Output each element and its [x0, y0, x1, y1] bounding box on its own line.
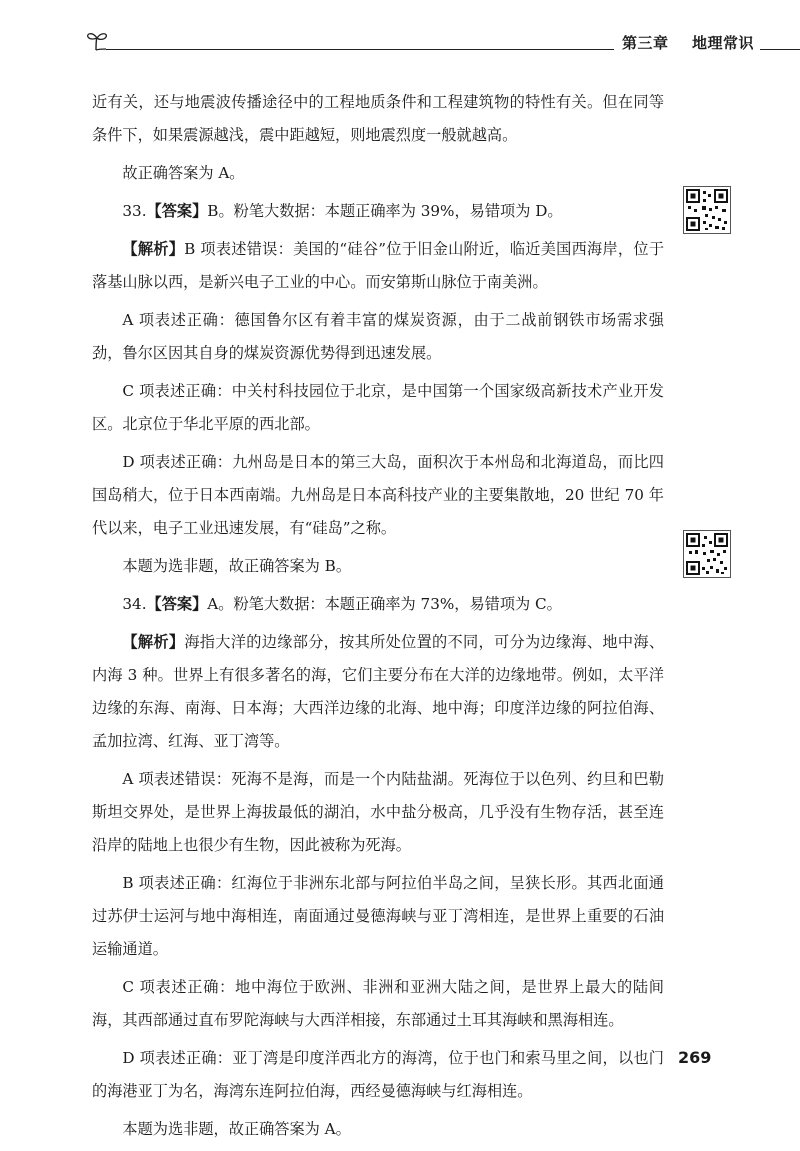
answer-33: 33.【答案】B。粉笔大数据：本题正确率为 39%，易错项为 D。	[122, 202, 563, 220]
paragraph: B 项表述正确：红海位于非洲东北部与阿拉伯半岛之间，呈狭长形。其西北面通过苏伊士运河与地中海相连，南面通过曼德海峡与亚丁湾相连，是世界上重要的石油运输通道。	[92, 874, 664, 958]
paragraph: C 项表述正确：地中海位于欧洲、非洲和亚洲大陆之间，是世界上最大的陆间海，其西部通过直布罗陀海峡与大西洋相接，东部通过土耳其海峡和黑海相连。	[92, 978, 664, 1029]
answer-34: 34.【答案】A。粉笔大数据：本题正确率为 73%，易错项为 C。	[122, 595, 562, 613]
answer-explanations	[92, 86, 664, 1151]
paragraph: 本题为选非题，故正确答案为 B。	[122, 557, 352, 575]
answer-label: 【答案】	[146, 202, 208, 220]
page-header	[84, 28, 770, 58]
chapter-name: 地理常识	[691, 34, 754, 52]
answer-label: 【答案】	[146, 595, 208, 613]
paragraph: 故正确答案为 A。	[122, 164, 245, 182]
header-chapter-title	[622, 32, 754, 53]
question-number: 33.	[122, 202, 147, 220]
page-number: 269	[678, 1048, 712, 1067]
sprout-icon	[84, 28, 110, 54]
analysis-label: 【解析】	[122, 240, 185, 258]
paragraph: D 项表述正确：亚丁湾是印度洋西北方的海湾，位于也门和索马里之间，以也门的海港亚丁为名，海湾东连阿拉伯海，西经曼德海峡与红海相连。	[92, 1049, 664, 1100]
paragraph: 近有关，还与地震波传播途径中的工程地质条件和工程建筑物的特性有关。但在同等条件下，如果震源越浅，震中距越短，则地震烈度一般就越高。	[92, 93, 664, 144]
qr-code-icon[interactable]	[683, 186, 731, 234]
question-number: 34.	[122, 595, 147, 613]
header-rule-left	[106, 49, 614, 50]
paragraph: D 项表述正确：九州岛是日本的第三大岛，面积次于本州岛和北海道岛，而比四国岛稍大，位于日本西南端。九州岛是日本高科技产业的主要集散地，20 世纪 70 年代以来，电子工业迅速发展，有“硅岛”之称。	[92, 453, 664, 537]
analysis-33: 【解析】B 项表述错误：美国的“硅谷”位于旧金山附近，临近美国西海岸，位于落基山脉以西，是新兴电子工业的中心。而安第斯山脉位于南美洲。	[92, 240, 665, 291]
analysis-34: 【解析】海指大洋的边缘部分，按其所处位置的不同，可分为边缘海、地中海、内海 3 种。世界上有很多著名的海，它们主要分布在大洋的边缘地带。例如，太平洋边缘的东海、南海、日本海；大西洋边缘的北海、地中海；印度洋边缘的阿拉伯海、孟加拉湾、红海、亚丁湾等。	[92, 633, 665, 750]
analysis-label: 【解析】	[122, 633, 185, 651]
qr-code-icon[interactable]	[683, 530, 731, 578]
paragraph: 本题为选非题，故正确答案为 A。	[122, 1120, 351, 1138]
paragraph: A 项表述错误：死海不是海，而是一个内陆盐湖。死海位于以色列、约旦和巴勒斯坦交界处，是世界上海拔最低的湖泊，水中盐分极高，几乎没有生物存活，甚至连沿岸的陆地上也很少有生物，因此被称为死海。	[92, 770, 664, 854]
paragraph: C 项表述正确：中关村科技园位于北京，是中国第一个国家级高新技术产业开发区。北京位于华北平原的西北部。	[92, 382, 664, 433]
paragraph: A 项表述正确：德国鲁尔区有着丰富的煤炭资源，由于二战前钢铁市场需求强劲，鲁尔区因其自身的煤炭资源优势得到迅速发展。	[92, 311, 664, 362]
chapter-label: 第三章	[622, 34, 669, 52]
header-rule-right	[760, 49, 800, 50]
